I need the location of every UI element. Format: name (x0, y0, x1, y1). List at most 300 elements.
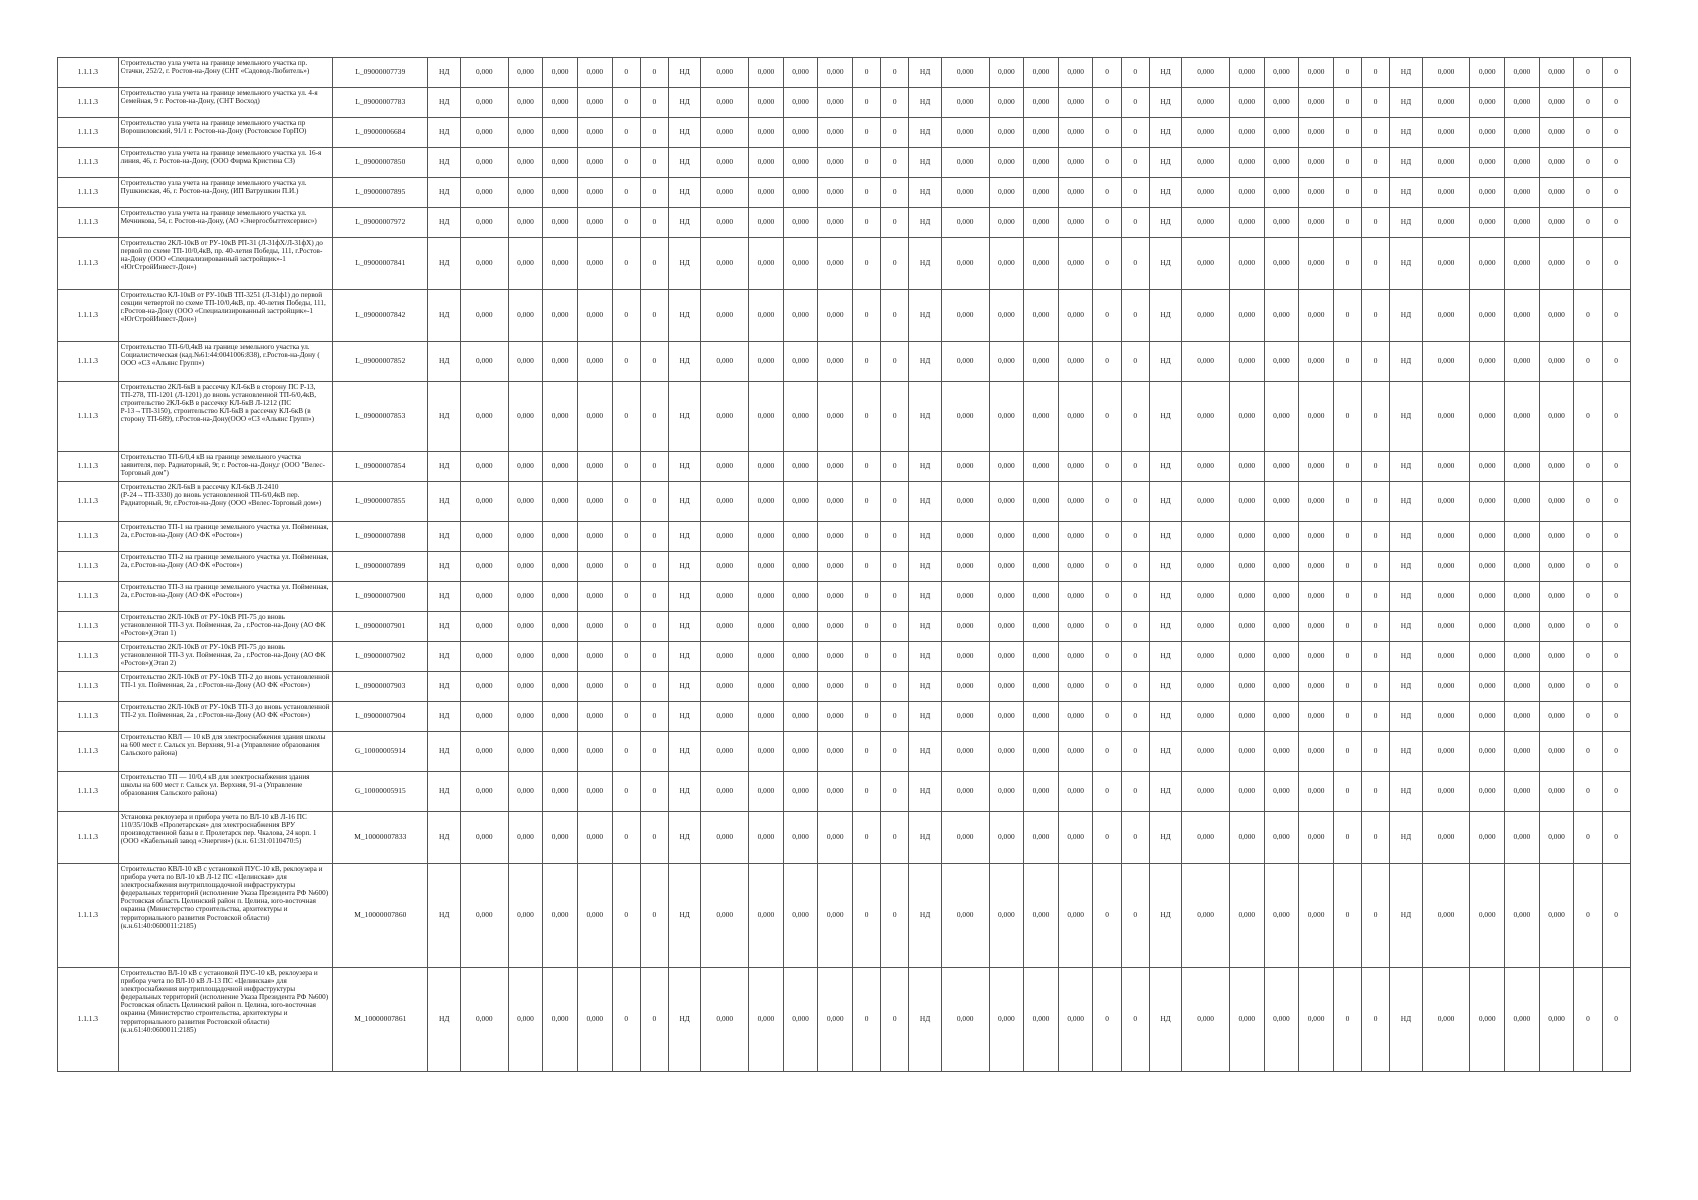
value-cell: 0 (1574, 522, 1602, 552)
value-cell: 0,000 (1058, 672, 1093, 702)
value-cell: 0 (1574, 482, 1602, 522)
value-cell: 0 (881, 732, 909, 772)
value-cell: 0 (612, 582, 640, 612)
value-cell: 0,000 (543, 208, 578, 238)
value-cell: 0 (1093, 732, 1121, 772)
value-cell: 0,000 (1505, 552, 1540, 582)
value-cell: 0,000 (1470, 342, 1505, 382)
project-description-cell: Строительство 2КЛ-6кВ в рассечку КЛ-6кВ в сторону ПС Р-13, ТП-278, ТП-1201 (Л-1201) до вновь установленной ТП-6/0,4кВ, строительство 2КЛ-6кВ в рассечку КЛ-6кВ Л-1212 (ПС Р-13→ТП-3150), строительство КЛ-6кВ в рассечку КЛ-6кВ (в сторону ТП-689), г.Ростов-на-Дону(ООО «СЗ «Альянс Групп») (118, 382, 333, 452)
value-cell: НД (1149, 772, 1182, 812)
table-row (58, 482, 1631, 522)
value-cell: 0,000 (1182, 290, 1230, 342)
value-cell: 0 (1121, 342, 1149, 382)
table-body (58, 58, 1631, 1072)
project-code-cell: L_09000007972 (333, 208, 428, 238)
project-code-cell: L_09000007855 (333, 482, 428, 522)
project-description-cell: Строительство 2КЛ-10кВ от РУ-10кВ РП-75 до вновь установленной ТП-3 ул. Пойменная, 2а , г.Ростов-на-Дону (АО ФК «Ростов»)(Этап 2) (118, 642, 333, 672)
value-cell: 0,000 (818, 672, 853, 702)
value-cell: 0 (1362, 58, 1390, 88)
value-cell: НД (1149, 812, 1182, 864)
value-cell: 0,000 (749, 642, 784, 672)
value-cell: 0,000 (749, 88, 784, 118)
value-cell: 0,000 (701, 382, 749, 452)
value-cell: 0,000 (1299, 342, 1334, 382)
value-cell: 0,000 (1229, 58, 1264, 88)
value-cell: 0,000 (783, 482, 818, 522)
project-description-cell: Строительство узла учета на границе земельного участка ул. Пушкинская, 46, г. Ростов-на-Дону, (ИП Ватрушкин П.И.) (118, 178, 333, 208)
value-cell: 0,000 (1470, 702, 1505, 732)
value-cell: 0,000 (1422, 382, 1470, 452)
value-cell: 0,000 (1299, 732, 1334, 772)
value-cell: 0 (612, 612, 640, 642)
value-cell: 0,000 (818, 552, 853, 582)
value-cell: 0 (640, 672, 668, 702)
value-cell: НД (1390, 968, 1423, 1072)
value-cell: 0,000 (577, 118, 612, 148)
value-cell: 0,000 (783, 702, 818, 732)
value-cell: 0 (1093, 522, 1121, 552)
value-cell: 0,000 (749, 178, 784, 208)
value-cell: 0,000 (818, 178, 853, 208)
value-cell: 0 (612, 864, 640, 968)
value-cell: 0,000 (989, 482, 1024, 522)
value-cell: 0,000 (1505, 88, 1540, 118)
value-cell: 0,000 (749, 238, 784, 290)
value-cell: 0,000 (1264, 238, 1299, 290)
value-cell: 0 (881, 208, 909, 238)
value-cell: 0 (881, 612, 909, 642)
value-cell: 0,000 (1182, 552, 1230, 582)
value-cell: 0,000 (818, 864, 853, 968)
value-cell: 0,000 (1024, 732, 1059, 772)
value-cell: 0,000 (1264, 118, 1299, 148)
value-cell: 0,000 (941, 238, 989, 290)
value-cell: 0,000 (783, 88, 818, 118)
value-cell: НД (428, 58, 461, 88)
value-cell: НД (1149, 864, 1182, 968)
value-cell: 0,000 (783, 582, 818, 612)
value-cell: 0 (1362, 864, 1390, 968)
value-cell: 0,000 (460, 864, 508, 968)
value-cell: 0 (1333, 342, 1361, 382)
value-cell: 0 (1602, 148, 1630, 178)
value-cell: 0,000 (989, 118, 1024, 148)
row-number-cell: 1.1.1.3 (58, 812, 119, 864)
value-cell: 0,000 (577, 238, 612, 290)
value-cell: 0,000 (1422, 208, 1470, 238)
value-cell: 0,000 (783, 812, 818, 864)
value-cell: 0,000 (1422, 552, 1470, 582)
project-code-cell: L_09000006684 (333, 118, 428, 148)
value-cell: 0 (1093, 382, 1121, 452)
value-cell: 0,000 (543, 88, 578, 118)
value-cell: 0,000 (941, 702, 989, 732)
value-cell: 0,000 (508, 238, 543, 290)
value-cell: 0,000 (1182, 702, 1230, 732)
value-cell: 0,000 (543, 452, 578, 482)
value-cell: 0 (1333, 178, 1361, 208)
value-cell: 0 (1333, 452, 1361, 482)
value-cell: 0,000 (1470, 864, 1505, 968)
value-cell: 0 (1362, 702, 1390, 732)
value-cell: 0,000 (818, 238, 853, 290)
value-cell: 0 (1602, 58, 1630, 88)
value-cell: 0,000 (749, 208, 784, 238)
value-cell: 0,000 (460, 552, 508, 582)
value-cell: 0 (853, 342, 881, 382)
value-cell: 0 (1121, 612, 1149, 642)
value-cell: НД (909, 482, 942, 522)
value-cell: 0,000 (1229, 772, 1264, 812)
table-row (58, 582, 1631, 612)
value-cell: 0,000 (701, 178, 749, 208)
value-cell: 0,000 (1470, 238, 1505, 290)
value-cell: 0,000 (1229, 178, 1264, 208)
value-cell: 0 (1574, 552, 1602, 582)
value-cell: 0,000 (701, 482, 749, 522)
value-cell: 0 (612, 178, 640, 208)
value-cell: 0,000 (1505, 238, 1540, 290)
value-cell: 0,000 (1470, 290, 1505, 342)
value-cell: 0,000 (1058, 582, 1093, 612)
value-cell: НД (1390, 178, 1423, 208)
value-cell: 0 (1121, 812, 1149, 864)
value-cell: 0,000 (701, 812, 749, 864)
value-cell: 0,000 (1058, 178, 1093, 208)
value-cell: 0 (1362, 552, 1390, 582)
value-cell: 0,000 (1539, 238, 1574, 290)
value-cell: 0 (1574, 642, 1602, 672)
value-cell: 0 (640, 702, 668, 732)
value-cell: 0,000 (1299, 702, 1334, 732)
value-cell: 0 (1602, 672, 1630, 702)
table-row (58, 208, 1631, 238)
value-cell: 0,000 (1422, 672, 1470, 702)
value-cell: 0,000 (1264, 642, 1299, 672)
value-cell: 0,000 (749, 118, 784, 148)
value-cell: 0,000 (1182, 812, 1230, 864)
value-cell: 0,000 (783, 342, 818, 382)
value-cell: 0,000 (460, 732, 508, 772)
value-cell: НД (1390, 342, 1423, 382)
value-cell: НД (428, 968, 461, 1072)
value-cell: 0,000 (989, 208, 1024, 238)
value-cell: 0 (1574, 702, 1602, 732)
project-code-cell: L_09000007901 (333, 612, 428, 642)
value-cell: НД (1390, 522, 1423, 552)
value-cell: НД (668, 702, 701, 732)
value-cell: 0,000 (1470, 88, 1505, 118)
value-cell: 0 (881, 178, 909, 208)
value-cell: НД (668, 552, 701, 582)
value-cell: 0 (1362, 812, 1390, 864)
value-cell: 0,000 (1229, 482, 1264, 522)
value-cell: 0,000 (1229, 452, 1264, 482)
table-row (58, 672, 1631, 702)
value-cell: 0,000 (1539, 772, 1574, 812)
value-cell: 0,000 (1505, 672, 1540, 702)
value-cell: 0 (853, 968, 881, 1072)
value-cell: НД (1390, 864, 1423, 968)
value-cell: 0 (640, 732, 668, 772)
value-cell: 0 (1362, 482, 1390, 522)
value-cell: 0 (1574, 382, 1602, 452)
value-cell: 0 (1602, 522, 1630, 552)
value-cell: 0 (1093, 552, 1121, 582)
value-cell: 0 (881, 118, 909, 148)
value-cell: 0,000 (941, 482, 989, 522)
value-cell: 0 (853, 452, 881, 482)
value-cell: 0 (1121, 208, 1149, 238)
value-cell: 0,000 (989, 178, 1024, 208)
value-cell: 0 (1602, 88, 1630, 118)
value-cell: 0,000 (1422, 148, 1470, 178)
value-cell: 0 (1362, 88, 1390, 118)
value-cell: 0 (1121, 58, 1149, 88)
value-cell: 0,000 (1299, 118, 1334, 148)
value-cell: 0,000 (989, 148, 1024, 178)
project-code-cell: L_09000007852 (333, 342, 428, 382)
value-cell: 0,000 (1182, 382, 1230, 452)
value-cell: 0,000 (1299, 552, 1334, 582)
project-description-cell: Строительство КВЛ — 10 кВ для электроснабжения здания школы на 600 мест г. Сальск ул. Верхняя, 91-а (Управление образования Сальского района) (118, 732, 333, 772)
value-cell: 0,000 (941, 864, 989, 968)
value-cell: 0,000 (577, 642, 612, 672)
value-cell: 0,000 (749, 342, 784, 382)
value-cell: 0,000 (1024, 148, 1059, 178)
value-cell: НД (909, 148, 942, 178)
value-cell: 0,000 (1182, 612, 1230, 642)
value-cell: 0,000 (1264, 290, 1299, 342)
value-cell: 0,000 (783, 58, 818, 88)
value-cell: 0,000 (989, 968, 1024, 1072)
value-cell: 0,000 (543, 702, 578, 732)
project-description-cell: Строительство узла учета на границе земельного участка ул. 4-я Семейная, 9 г. Ростов-на-Дону, (СНТ Восход) (118, 88, 333, 118)
project-code-cell: L_09000007850 (333, 148, 428, 178)
value-cell: 0,000 (941, 178, 989, 208)
value-cell: НД (668, 732, 701, 772)
value-cell: 0,000 (460, 58, 508, 88)
value-cell: 0,000 (818, 612, 853, 642)
value-cell: 0,000 (1024, 642, 1059, 672)
value-cell: НД (1390, 382, 1423, 452)
value-cell: 0 (881, 58, 909, 88)
value-cell: 0 (1121, 88, 1149, 118)
project-description-cell: Строительство 2КЛ-10кВ от РУ-10кВ РП-75 до вновь установленной ТП-3 ул. Пойменная, 2а , г.Ростов-на-Дону (АО ФК «Ростов»)(Этап 1) (118, 612, 333, 642)
value-cell: 0 (612, 238, 640, 290)
value-cell: 0,000 (460, 968, 508, 1072)
value-cell: 0 (1333, 118, 1361, 148)
value-cell: 0 (1093, 812, 1121, 864)
project-description-cell: Строительство узла учета на границе земельного участка пр Ворошиловский, 91/1 г. Ростов-на-Дону (Ростовское ГорПО) (118, 118, 333, 148)
value-cell: НД (909, 290, 942, 342)
value-cell: 0 (1362, 772, 1390, 812)
value-cell: 0,000 (1058, 864, 1093, 968)
project-code-cell: G_10000005915 (333, 772, 428, 812)
value-cell: НД (1390, 290, 1423, 342)
value-cell: 0 (1574, 968, 1602, 1072)
value-cell: 0 (640, 88, 668, 118)
value-cell: 0,000 (1229, 148, 1264, 178)
row-number-cell: 1.1.1.3 (58, 772, 119, 812)
value-cell: НД (428, 148, 461, 178)
document-sheet (57, 57, 1630, 1072)
value-cell: 0,000 (1505, 382, 1540, 452)
value-cell: 0,000 (577, 522, 612, 552)
row-number-cell: 1.1.1.3 (58, 864, 119, 968)
value-cell: 0,000 (1422, 864, 1470, 968)
value-cell: 0 (881, 642, 909, 672)
value-cell: НД (668, 968, 701, 1072)
value-cell: 0,000 (941, 382, 989, 452)
value-cell: НД (1149, 382, 1182, 452)
value-cell: 0 (881, 290, 909, 342)
value-cell: НД (1390, 208, 1423, 238)
value-cell: 0,000 (989, 452, 1024, 482)
value-cell: 0,000 (701, 642, 749, 672)
value-cell: 0,000 (460, 522, 508, 552)
value-cell: 0,000 (1422, 118, 1470, 148)
value-cell: НД (909, 642, 942, 672)
value-cell: 0 (853, 672, 881, 702)
project-description-cell: Строительство ТП-3 на границе земельного участка ул. Пойменная, 2а, г.Ростов-на-Дону (АО ФК «Ростов») (118, 582, 333, 612)
value-cell: 0 (1333, 864, 1361, 968)
value-cell: 0 (1602, 702, 1630, 732)
value-cell: 0,000 (577, 582, 612, 612)
value-cell: 0,000 (1264, 552, 1299, 582)
value-cell: НД (909, 238, 942, 290)
value-cell: 0,000 (460, 612, 508, 642)
value-cell: 0,000 (989, 772, 1024, 812)
value-cell: 0 (640, 812, 668, 864)
value-cell: 0,000 (1505, 732, 1540, 772)
value-cell: 0,000 (818, 522, 853, 552)
value-cell: 0,000 (989, 342, 1024, 382)
value-cell: 0,000 (1299, 772, 1334, 812)
value-cell: 0,000 (1422, 968, 1470, 1072)
value-cell: 0,000 (460, 118, 508, 148)
project-code-cell: L_09000007841 (333, 238, 428, 290)
value-cell: 0,000 (508, 582, 543, 612)
value-cell: НД (1390, 812, 1423, 864)
value-cell: 0 (1574, 238, 1602, 290)
value-cell: 0 (1602, 552, 1630, 582)
value-cell: 0,000 (1024, 482, 1059, 522)
value-cell: 0,000 (1539, 482, 1574, 522)
value-cell: 0 (640, 582, 668, 612)
value-cell: 0,000 (701, 452, 749, 482)
value-cell: 0,000 (1182, 864, 1230, 968)
value-cell: 0,000 (543, 772, 578, 812)
value-cell: НД (909, 382, 942, 452)
value-cell: 0,000 (1264, 522, 1299, 552)
value-cell: 0,000 (1024, 864, 1059, 968)
value-cell: 0,000 (577, 58, 612, 88)
value-cell: НД (428, 552, 461, 582)
value-cell: 0,000 (543, 482, 578, 522)
value-cell: 0 (1602, 208, 1630, 238)
value-cell: 0 (612, 968, 640, 1072)
value-cell: НД (909, 178, 942, 208)
value-cell: 0,000 (543, 382, 578, 452)
value-cell: 0 (1602, 968, 1630, 1072)
value-cell: 0 (1093, 290, 1121, 342)
value-cell: 0,000 (1264, 582, 1299, 612)
value-cell: 0,000 (1058, 612, 1093, 642)
value-cell: 0,000 (783, 208, 818, 238)
value-cell: 0,000 (1024, 672, 1059, 702)
value-cell: 0 (1333, 58, 1361, 88)
value-cell: 0,000 (1264, 382, 1299, 452)
value-cell: НД (428, 672, 461, 702)
value-cell: 0,000 (1299, 482, 1334, 522)
value-cell: 0 (640, 382, 668, 452)
value-cell: 0 (1093, 672, 1121, 702)
value-cell: 0,000 (1182, 732, 1230, 772)
value-cell: 0,000 (508, 968, 543, 1072)
project-description-cell: Строительство ТП-6/0,4 кВ на границе земельного участка заявителя, пер. Радиаторный, 9г, г. Ростов-на-Дону,г (ООО "Велес-Торговый дом") (118, 452, 333, 482)
value-cell: 0,000 (989, 672, 1024, 702)
value-cell: 0 (1333, 612, 1361, 642)
value-cell: 0 (1121, 552, 1149, 582)
value-cell: 0 (612, 672, 640, 702)
value-cell: 0 (853, 88, 881, 118)
value-cell: 0,000 (543, 342, 578, 382)
row-number-cell: 1.1.1.3 (58, 582, 119, 612)
value-cell: 0,000 (1264, 88, 1299, 118)
value-cell: 0,000 (1229, 118, 1264, 148)
value-cell: 0,000 (1182, 58, 1230, 88)
value-cell: 0 (881, 382, 909, 452)
value-cell: 0,000 (460, 88, 508, 118)
value-cell: 0,000 (543, 118, 578, 148)
value-cell: НД (668, 342, 701, 382)
value-cell: 0,000 (1539, 58, 1574, 88)
value-cell: 0,000 (508, 612, 543, 642)
value-cell: 0 (853, 582, 881, 612)
row-number-cell: 1.1.1.3 (58, 702, 119, 732)
value-cell: 0,000 (749, 382, 784, 452)
value-cell: 0,000 (1299, 148, 1334, 178)
value-cell: 0,000 (1539, 582, 1574, 612)
value-cell: 0,000 (1229, 290, 1264, 342)
value-cell: 0 (1093, 702, 1121, 732)
row-number-cell: 1.1.1.3 (58, 482, 119, 522)
value-cell: 0,000 (577, 290, 612, 342)
value-cell: НД (428, 238, 461, 290)
value-cell: 0 (612, 88, 640, 118)
value-cell: 0 (1362, 178, 1390, 208)
value-cell: НД (428, 612, 461, 642)
value-cell: 0,000 (1024, 290, 1059, 342)
value-cell: 0,000 (1505, 702, 1540, 732)
value-cell: 0,000 (941, 968, 989, 1072)
value-cell: 0,000 (818, 452, 853, 482)
value-cell: 0,000 (701, 522, 749, 552)
value-cell: 0,000 (460, 178, 508, 208)
project-code-cell: L_09000007895 (333, 178, 428, 208)
value-cell: 0,000 (1539, 178, 1574, 208)
value-cell: 0,000 (701, 864, 749, 968)
value-cell: 0,000 (577, 612, 612, 642)
value-cell: 0 (640, 482, 668, 522)
value-cell: 0,000 (1299, 612, 1334, 642)
value-cell: 0,000 (1539, 118, 1574, 148)
value-cell: НД (428, 522, 461, 552)
value-cell: 0 (1362, 118, 1390, 148)
value-cell: 0 (853, 290, 881, 342)
value-cell: 0 (1121, 238, 1149, 290)
